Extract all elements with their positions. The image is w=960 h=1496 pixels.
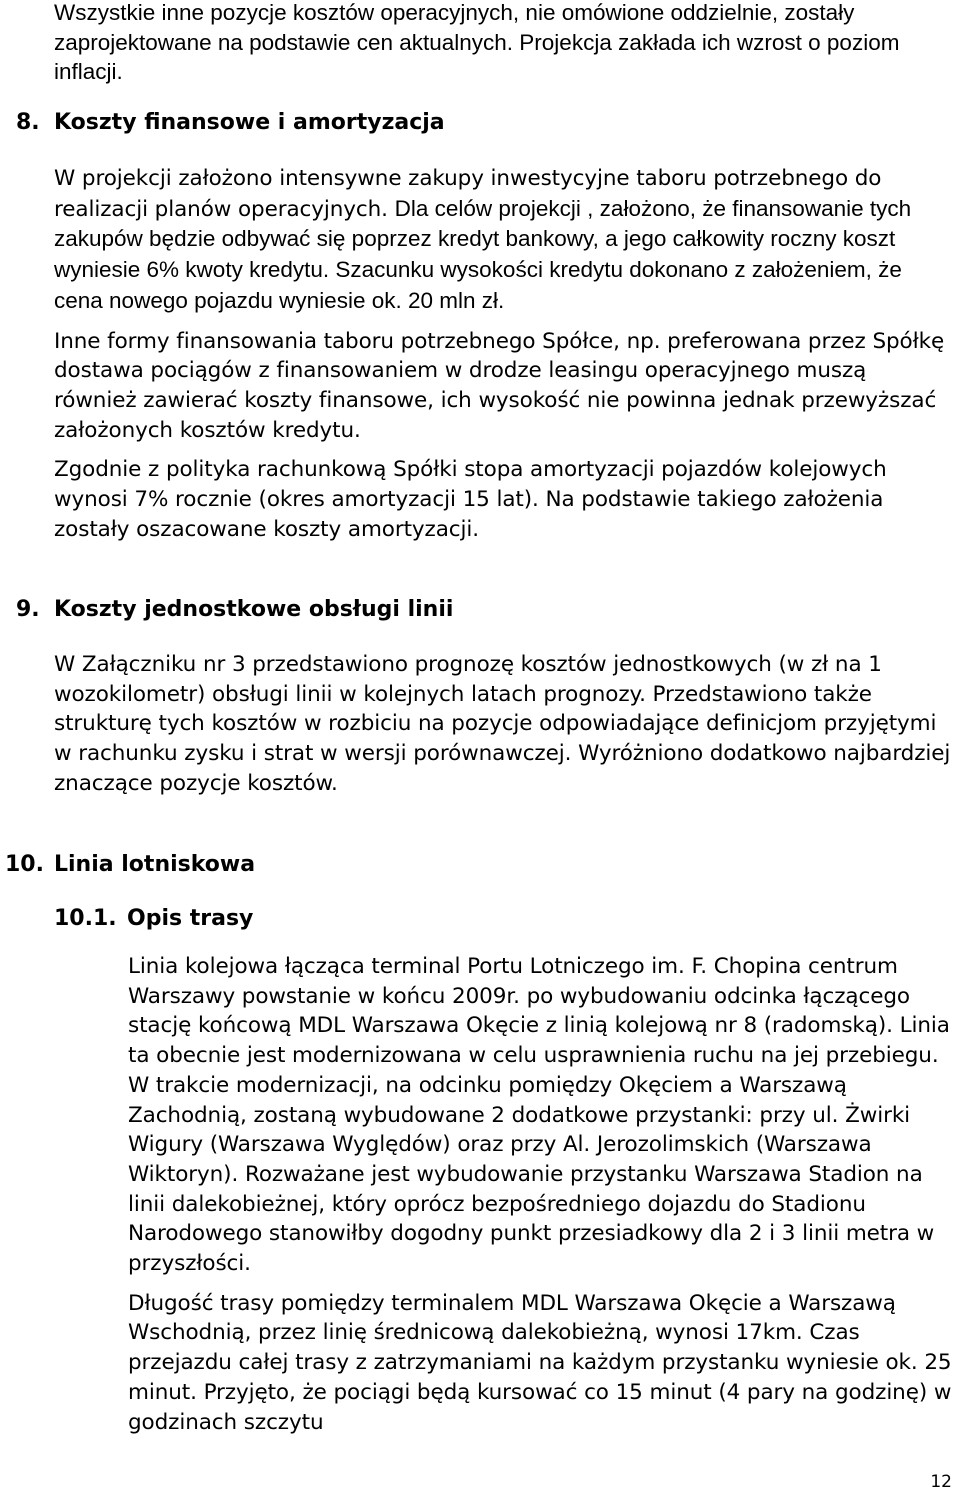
section-8-paragraph-1-part-a: W projekcji założono intensywne zakupy inwestycyjne taboru potrzebnego do realizacji planów operacyjnych. xyxy=(54,166,882,222)
section-8-paragraph-1-part-b: Dla celów projekcji , założono, że finansowanie tych zakupów będzie odbywać się poprzez kredyt bankowy, a jego całkowity roczny koszt wyniesie 6% kwoty kredytu. Szacunku wysokości kredytu dokonano z założeniem, że cena nowego pojazdu wyniesie ok. 20 mln zł. xyxy=(54,195,912,313)
section-8-paragraph-3: Zgodnie z polityka rachunkową Spółki stopa amortyzacji pojazdów kolejowych wynosi 7% rocznie (okres amortyzacji 15 lat). Na podstawie takiego założenia zostały oszacowane koszty amortyzacji. xyxy=(54,457,887,542)
section-8-number: 8. xyxy=(16,110,40,135)
section-9-paragraph-1: W Załączniku nr 3 przedstawiono prognozę kosztów jednostkowych (w zł na 1 wozokilometr) obsługi linii w kolejnych latach prognozy. Przedstawiono także strukturę tych kosztów w rozbiciu na pozycje odpowiadające definicjom przyjętymi w rachunku zysku i strat w wersji porównawczej. Wyróżniono dodatkowo najbardziej znaczące pozycje kosztów. xyxy=(54,652,951,796)
page-number: 12 xyxy=(930,1472,952,1492)
section-10-1-body xyxy=(128,952,960,1437)
section-8-title: Koszty finansowe i amortyzacja xyxy=(54,110,445,135)
section-10-1-paragraph-1: Linia kolejowa łącząca terminal Portu Lotniczego im. F. Chopina centrum Warszawy powstanie w końcu 2009r. po wybudowaniu odcinka łączącego stację końcową MDL Warszawa Okęcie z linią kolejową nr 8 (radomską). Linia ta obecnie jest modernizowana w celu usprawnienia ruchu na jej przebiegu. W trakcie modernizacji, na odcinku pomiędzy Okęciem a Warszawą Zachodnią, zostaną wybudowane 2 dodatkowe przystanki: przy ul. Żwirki Wigury (Warszawa Wyględów) oraz przy Al. Jerozolimskich (Warszawa Wiktoryn). Rozważane jest wybudowanie przystanku Warszawa Stadion na linii dalekobieżnej, który oprócz bezpośredniego dojazdu do Stadionu Narodowego stanowiłby dogodny punkt przesiadkowy dla 2 i 3 linii metra w przyszłości. xyxy=(128,954,950,1277)
section-10-title: Linia lotniskowa xyxy=(54,852,256,877)
section-10-1-number: 10.1. xyxy=(54,906,117,931)
section-9-body xyxy=(54,650,954,799)
section-10-number: 10. xyxy=(5,852,44,877)
section-10-1-paragraph-2: Długość trasy pomiędzy terminalem MDL Warszawa Okęcie a Warszawą Wschodnią, przez linię średnicową dalekobieżną, wynosi 17km. Czas przejazdu całej trasy z zatrzymaniami na każdym przystanku wyniesie ok. 25 minut. Przyjęto, że pociągi będą kursować co 15 minut (4 pary na godzinę) w godzinach szczytu xyxy=(128,1290,952,1435)
intro-paragraph: Wszystkie inne pozycje kosztów operacyjnych, nie omówione oddzielnie, zostały zaprojektowane na podstawie cen aktualnych. Projekcja zakłada ich wzrost o poziom inflacji. xyxy=(54,0,900,85)
section-9-number: 9. xyxy=(16,597,40,622)
section-8-body xyxy=(54,164,954,544)
section-8-paragraph-1 xyxy=(54,164,954,317)
section-10-1-title: Opis trasy xyxy=(127,906,254,931)
section-8-paragraph-2: Inne formy finansowania taboru potrzebnego Spółce, np. preferowana przez Spółkę dostawa pociągów z finansowaniem w drodze leasingu operacyjnego muszą również zawierać koszty finansowe, ich wysokość nie powinna jednak przewyższać założonych kosztów kredytu. xyxy=(54,328,945,443)
section-9-title: Koszty jednostkowe obsługi linii xyxy=(54,597,454,622)
